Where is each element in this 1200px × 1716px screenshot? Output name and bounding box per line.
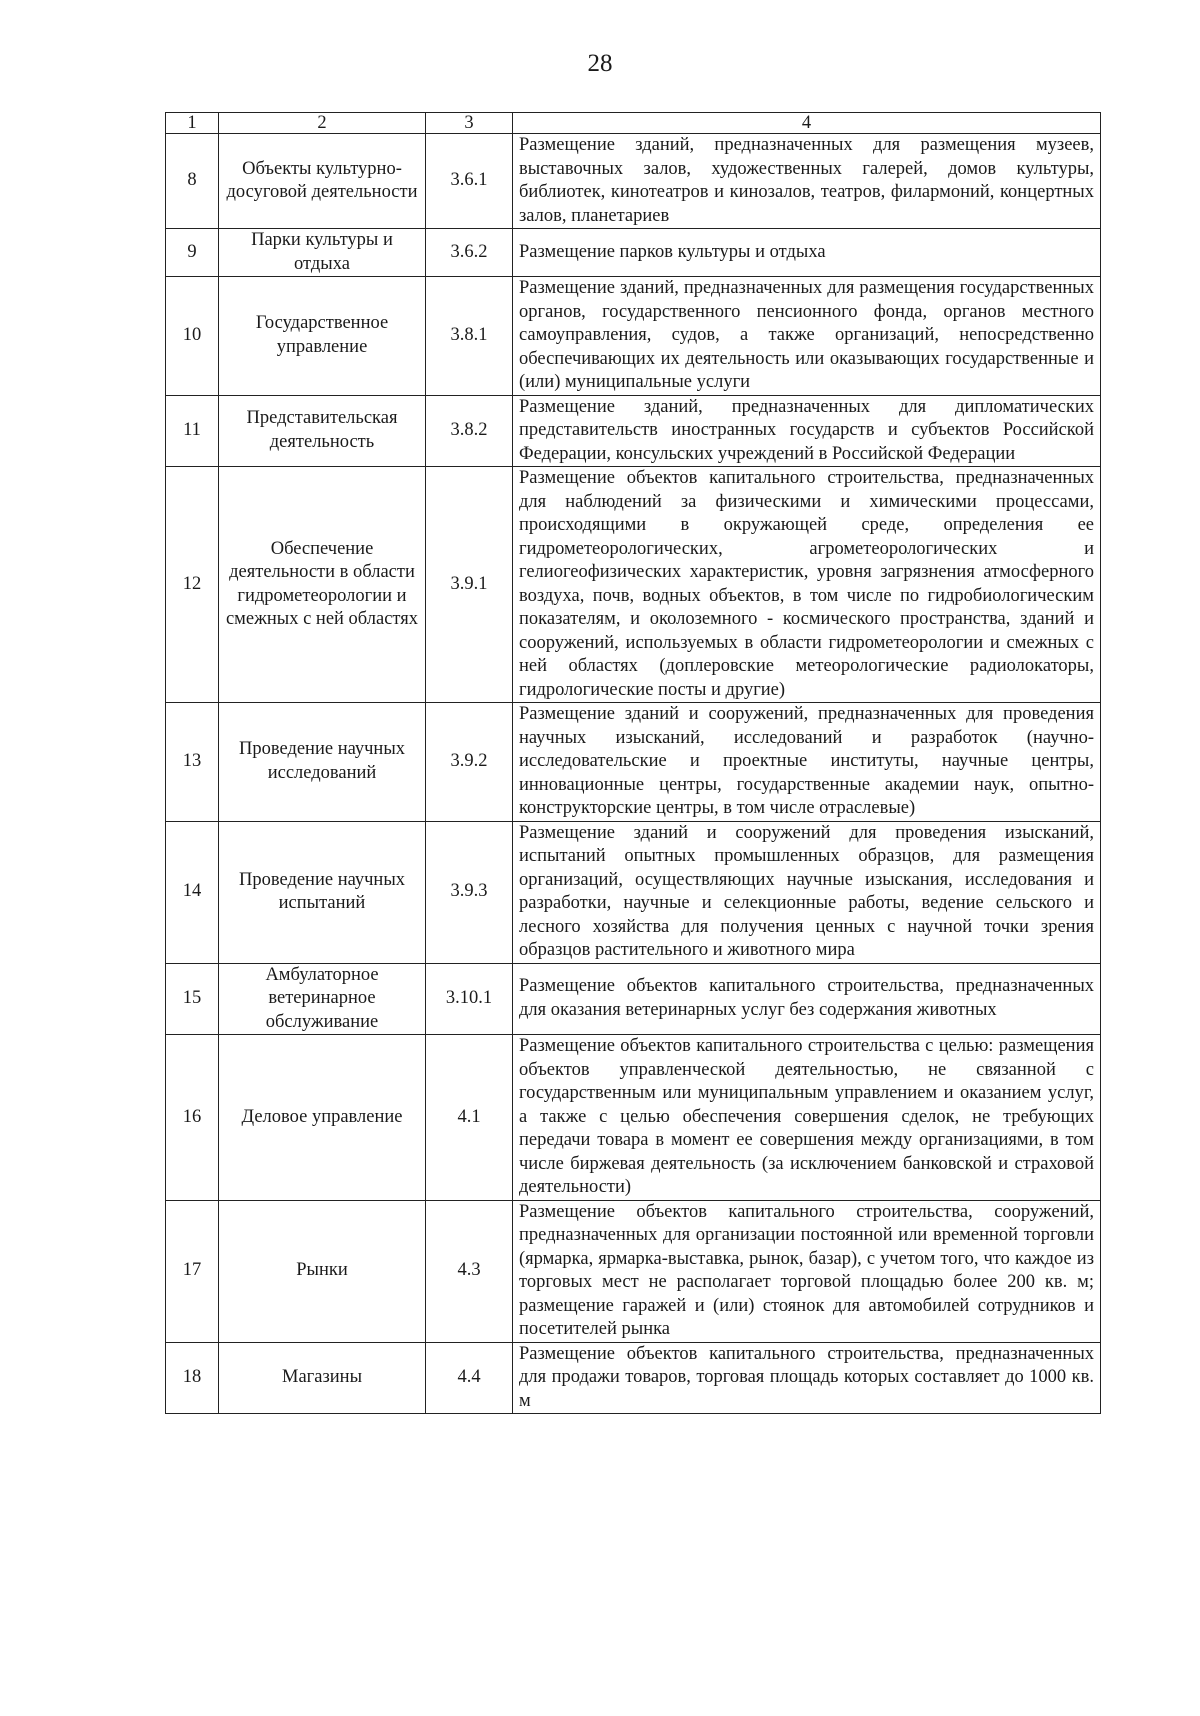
usage-name: Объекты культурно-досуговой деятельности [219,134,426,229]
usage-description: Размещение объектов капитального строительства с целью: размещения объектов управленческой деятельностью, не связанной с государственным или муниципальным управлением и оказанием услуг, а также с целью обеспечения совершения сделок, не требующих передачи товара в момент ее совершения между организациями, в том числе биржевая деятельность (за исключением банковской и страховой деятельности) [513,1035,1101,1201]
usage-description: Размещение зданий и сооружений, предназначенных для проведения научных изысканий, исследований и разработок (научно-исследовательские и проектные институты, научные центры, инновационные центры, государственные академии наук, опытно-конструкторские центры, в том числе отраслевые) [513,703,1101,822]
usage-name: Деловое управление [219,1035,426,1201]
usage-code: 3.9.2 [426,703,513,822]
column-header-4: 4 [513,113,1101,134]
row-number: 14 [166,821,219,963]
table-header-row [166,113,1101,134]
column-header-1: 1 [166,113,219,134]
usage-code: 3.9.3 [426,821,513,963]
usage-description: Размещение объектов капитального строительства, предназначенных для наблюдений за физическими и химическими процессами, происходящими в окружающей среде, определения ее гидрометеорологических, агрометеорологических и гелиогеофизических характеристик, уровня загрязнения атмосферного воздуха, почв, водных объектов, в том числе по гидробиологическим показателям, и околоземного - космического пространства, зданий и сооружений, используемых в области гидрометеорологии и смежных с ней областях (доплеровские метеорологические радиолокаторы, гидрологические посты и другие) [513,467,1101,703]
usage-code: 4.3 [426,1200,513,1342]
usage-name: Магазины [219,1342,426,1414]
usage-code: 3.8.1 [426,277,513,396]
usage-name: Представительская деятельность [219,395,426,467]
usage-code: 3.9.1 [426,467,513,703]
usage-code: 3.6.2 [426,229,513,277]
table-row [166,821,1101,963]
page-number: 28 [587,50,613,77]
usage-name: Обеспечение деятельности в области гидрометеорологии и смежных с ней областях [219,467,426,703]
usage-description: Размещение объектов капитального строительства, сооружений, предназначенных для организации постоянной или временной торговли (ярмарка, ярмарка-выставка, рынок, базар), с учетом того, что каждое из торговых мест не располагает торговой площадью более 200 кв. м; размещение гаражей и (или) стоянок для автомобилей сотрудников и посетителей рынка [513,1200,1101,1342]
land-use-table [165,112,1101,1414]
table-row [166,1342,1101,1414]
table-row [166,1200,1101,1342]
usage-description: Размещение зданий, предназначенных для размещения музеев, выставочных залов, художественных галерей, домов культуры, библиотек, кинотеатров и кинозалов, театров, филармоний, концертных залов, планетариев [513,134,1101,229]
usage-code: 3.8.2 [426,395,513,467]
row-number: 10 [166,277,219,396]
row-number: 18 [166,1342,219,1414]
table-row [166,1035,1101,1201]
usage-description: Размещение зданий и сооружений для проведения изысканий, испытаний опытных промышленных образцов, для размещения организаций, осуществляющих научные изыскания, исследования и разработки, научные и селекционные работы, ведение сельского и лесного хозяйства для получения ценных с научной точки зрения образцов растительного и животного мира [513,821,1101,963]
usage-description: Размещение зданий, предназначенных для размещения государственных органов, государственного пенсионного фонда, органов местного самоуправления, судов, а также организаций, непосредственно обеспечивающих их деятельность или оказывающих государственные и (или) муниципальные услуги [513,277,1101,396]
usage-code: 4.1 [426,1035,513,1201]
row-number: 12 [166,467,219,703]
column-header-3: 3 [426,113,513,134]
table-row [166,963,1101,1035]
row-number: 13 [166,703,219,822]
row-number: 16 [166,1035,219,1201]
table-row [166,703,1101,822]
table-row [166,277,1101,396]
usage-description: Размещение объектов капитального строительства, предназначенных для продажи товаров, торговая площадь которых составляет до 1000 кв. м [513,1342,1101,1414]
usage-description: Размещение объектов капитального строительства, предназначенных для оказания ветеринарных услуг без содержания животных [513,963,1101,1035]
row-number: 8 [166,134,219,229]
row-number: 17 [166,1200,219,1342]
column-header-2: 2 [219,113,426,134]
table-row [166,395,1101,467]
usage-name: Проведение научных исследований [219,703,426,822]
usage-code: 3.10.1 [426,963,513,1035]
table-row [166,134,1101,229]
table-row [166,229,1101,277]
row-number: 15 [166,963,219,1035]
usage-name: Рынки [219,1200,426,1342]
usage-code: 3.6.1 [426,134,513,229]
usage-name: Государственное управление [219,277,426,396]
usage-name: Парки культуры и отдыха [219,229,426,277]
usage-description: Размещение зданий, предназначенных для дипломатических представительств иностранных государств и субъектов Российской Федерации, консульских учреждений в Российской Федерации [513,395,1101,467]
row-number: 11 [166,395,219,467]
table-row [166,467,1101,703]
usage-description: Размещение парков культуры и отдыха [513,229,1101,277]
usage-code: 4.4 [426,1342,513,1414]
usage-name: Проведение научных испытаний [219,821,426,963]
row-number: 9 [166,229,219,277]
usage-name: Амбулаторное ветеринарное обслуживание [219,963,426,1035]
